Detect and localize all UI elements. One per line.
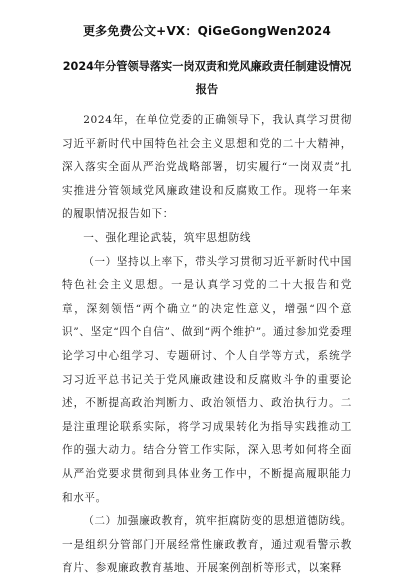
document-title — [62, 55, 352, 101]
header-banner: 更多免费公文+VX：QiGeGongWen2024 — [82, 24, 331, 38]
subsection-paragraph-1: （一）坚持以上率下，带头学习贯彻习近平新时代中国特色社会主义思想。一是认真学习党的二十大报告和党章，深刻领悟“两个确立”的决定性意义，增强“四个意识”、坚定“四个自信”、做到“两个维护”。通过参加党委理论学习中心组学习、专题研讨、个人自学等方式，系统学习习近平总书记关于党风廉政建设和反腐败斗争的重要论述，不断提高政治判断力、政治领悟力、政治执行力。二是注重理论联系实际，将学习成果转化为指导实践推动工作的强大动力。结合分管工作实际，深入思考如何将全面从严治党要求贯彻到具体业务工作中，不断提高履职能力和水平。 — [62, 255, 352, 504]
title-line-2: 报告 — [195, 83, 219, 96]
subsection-paragraph-2: （二）加强廉政教育，筑牢拒腐防变的思想道德防线。一是组织分管部门开展经常性廉政教育，通过观看警示教育片、参观廉政教育基地、开展案例剖析等形式，以案释 — [62, 515, 352, 575]
intro-paragraph: 2024年，在单位党委的正确领导下，我认真学习贯彻习近平新时代中国特色社会主义思想和党的二十大精神，深入落实全面从严治党战略部署，切实履行“一岗双责”扎实推进分管领域党风廉政建设和反腐败工作。现将一年来的履职情况报告如下： — [62, 114, 352, 221]
section-heading-1: 一、强化理论武装，筑牢思想防线 — [83, 231, 252, 244]
title-line-1: 2024年分管领导落实一岗双责和党风廉政责任制建设情况 — [62, 60, 352, 73]
document-body — [62, 109, 352, 581]
